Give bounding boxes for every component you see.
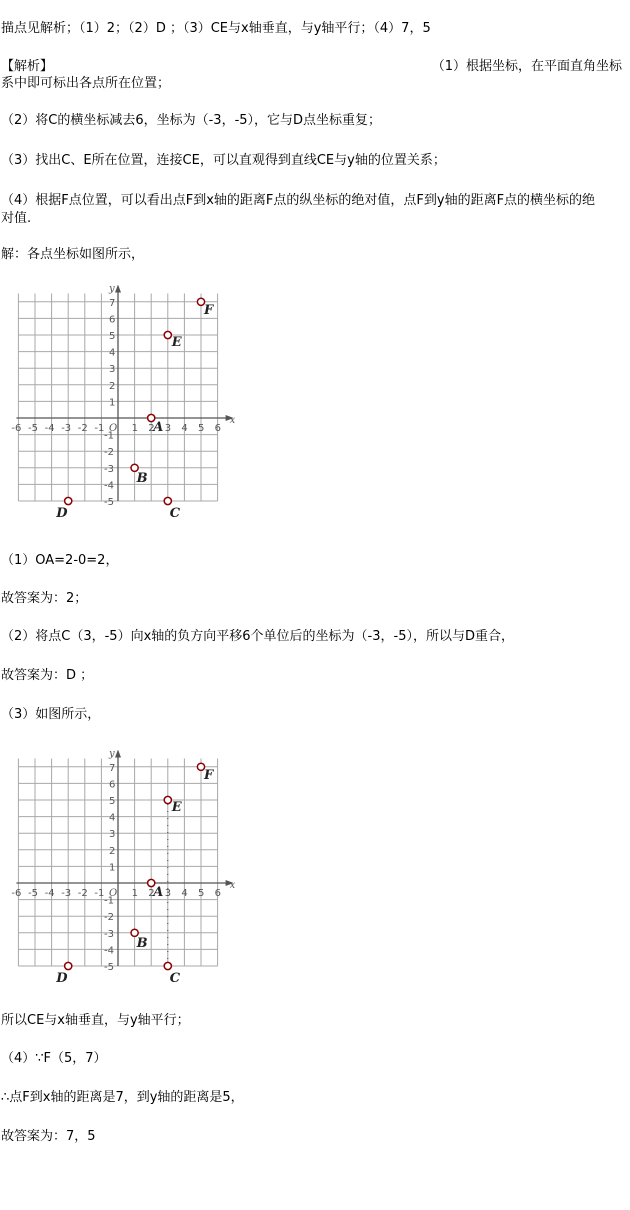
- y-axis-arrow: [115, 750, 121, 758]
- point-d: [65, 497, 72, 504]
- point-c: [164, 962, 171, 969]
- x-axis-label: x: [229, 415, 236, 426]
- coordinate-graph-1: [0, 285, 250, 520]
- y-tick-label: 6: [109, 314, 116, 326]
- x-tick-label: -1: [94, 423, 105, 434]
- y-axis-arrow: [115, 285, 121, 293]
- y-tick-label: -2: [104, 912, 114, 924]
- analysis-step-1: （1）根据坐标，在平面直角坐标: [431, 59, 622, 74]
- y-tick-label: 5: [109, 796, 116, 807]
- x-tick-label: -4: [44, 888, 55, 899]
- x-tick-label: -5: [28, 888, 38, 899]
- y-tick-label: 6: [109, 779, 116, 791]
- x-tick-label: -2: [77, 423, 88, 434]
- point-label-d: D: [56, 506, 68, 520]
- point-label-f: F: [204, 302, 214, 318]
- x-tick-label: 6: [214, 888, 221, 899]
- y-tick-label: -3: [104, 463, 114, 475]
- y-axis-label: y: [109, 285, 115, 295]
- x-tick-label: 4: [181, 888, 188, 899]
- point-label-a: A: [153, 420, 164, 435]
- y-axis-label: y: [109, 750, 115, 760]
- x-tick-label: -6: [11, 423, 22, 434]
- x-tick-label: 3: [164, 423, 172, 434]
- point-label-f: F: [204, 767, 214, 783]
- point-label-c: C: [169, 506, 181, 520]
- solution-part-1: （1）OA=2-0=2，: [1, 553, 119, 568]
- x-axis-label: x: [229, 880, 236, 891]
- x-tick-label: -4: [44, 423, 55, 434]
- point-e: [164, 331, 171, 338]
- point-d: [65, 962, 72, 969]
- analysis-step-4: （4）根据F点位置，可以看出点F到x轴的距离F点的纵坐标的绝对值，点F到y轴的距离F点的横坐标的绝: [1, 193, 596, 208]
- y-tick-label: 5: [109, 331, 116, 342]
- y-tick-label: 4: [109, 347, 116, 359]
- answer-part-1: 故答案为：2；: [1, 591, 88, 606]
- y-tick-label: 3: [109, 364, 116, 376]
- solution-part-3: （3）如图所示，: [1, 707, 101, 722]
- y-tick-label: -1: [104, 430, 114, 442]
- point-label-a: A: [153, 885, 164, 900]
- point-label-d: D: [56, 971, 68, 985]
- answer-part-2: 故答案为：D ；: [1, 668, 94, 683]
- x-tick-label: 4: [181, 423, 188, 434]
- analysis-step-2: （2）将C的横坐标减去6，坐标为（-3，-5），它与D点坐标重复；: [1, 113, 382, 128]
- answer-part-4: 故答案为：7，5: [1, 1129, 96, 1144]
- y-tick-label: 2: [109, 845, 116, 857]
- x-tick-label: 3: [164, 888, 172, 899]
- x-tick-label: 5: [198, 888, 205, 899]
- point-e: [164, 796, 171, 803]
- x-tick-label: -3: [61, 888, 72, 899]
- y-tick-label: -1: [104, 895, 114, 907]
- x-tick-label: 1: [131, 423, 138, 434]
- origin-label: O: [109, 423, 118, 434]
- x-tick-label: -1: [94, 888, 105, 899]
- point-c: [164, 497, 171, 504]
- x-tick-label: -5: [28, 423, 38, 434]
- x-tick-label: 2: [148, 888, 155, 899]
- y-tick-label: -2: [104, 447, 114, 459]
- point-label-e: E: [171, 800, 182, 815]
- coordinate-graph-2: [0, 750, 250, 985]
- y-tick-label: 7: [109, 297, 116, 309]
- point-label-c: C: [169, 971, 181, 985]
- y-tick-label: -4: [104, 945, 114, 957]
- point-label-b: B: [136, 935, 148, 951]
- solution-intro: 解：各点坐标如图所示，: [1, 247, 145, 262]
- y-tick-label: 1: [109, 862, 116, 874]
- solution-part-2: （2）将点C（3，-5）向x轴的负方向平移6个单位后的坐标为（-3，-5），所以与D重合，: [1, 629, 514, 644]
- answer-summary: 描点见解析；（1）2；（2）D ；（3）CE与x轴垂直，与y轴平行；（4）7，5: [1, 21, 431, 36]
- y-tick-label: 1: [109, 397, 116, 409]
- solution-part-3-conclusion: 所以CE与x轴垂直，与y轴平行；: [1, 1013, 190, 1028]
- x-tick-label: -2: [77, 888, 88, 899]
- solution-part-4-distance: ∴点F到x轴的距离是7，到y轴的距离是5，: [1, 1090, 244, 1105]
- y-tick-label: 7: [109, 762, 116, 774]
- y-tick-label: -4: [104, 480, 114, 492]
- x-tick-label: 2: [148, 423, 155, 434]
- x-tick-label: 1: [131, 888, 138, 899]
- origin-label: O: [109, 888, 118, 899]
- y-tick-label: -3: [104, 928, 114, 940]
- x-tick-label: 6: [214, 423, 221, 434]
- x-tick-label: -3: [61, 423, 72, 434]
- analysis-step-4-cont: 对值.: [1, 211, 32, 226]
- y-tick-label: -5: [104, 962, 114, 973]
- analysis-step-1-cont: 系中即可标出各点所在位置；: [1, 76, 171, 91]
- x-tick-label: -6: [11, 888, 22, 899]
- solution-part-4: （4）∵F（5，7）: [1, 1051, 107, 1066]
- y-tick-label: 4: [109, 812, 116, 824]
- analysis-heading: 【解析】: [1, 59, 54, 74]
- x-tick-label: 5: [198, 423, 205, 434]
- y-tick-label: -5: [104, 497, 114, 508]
- y-tick-label: 3: [109, 829, 116, 841]
- y-tick-label: 2: [109, 380, 116, 392]
- point-label-e: E: [171, 335, 182, 350]
- point-label-b: B: [136, 470, 148, 486]
- analysis-step-3: （3）找出C、E所在位置，连接CE，可以直观得到直线CE与y轴的位置关系；: [1, 153, 446, 168]
